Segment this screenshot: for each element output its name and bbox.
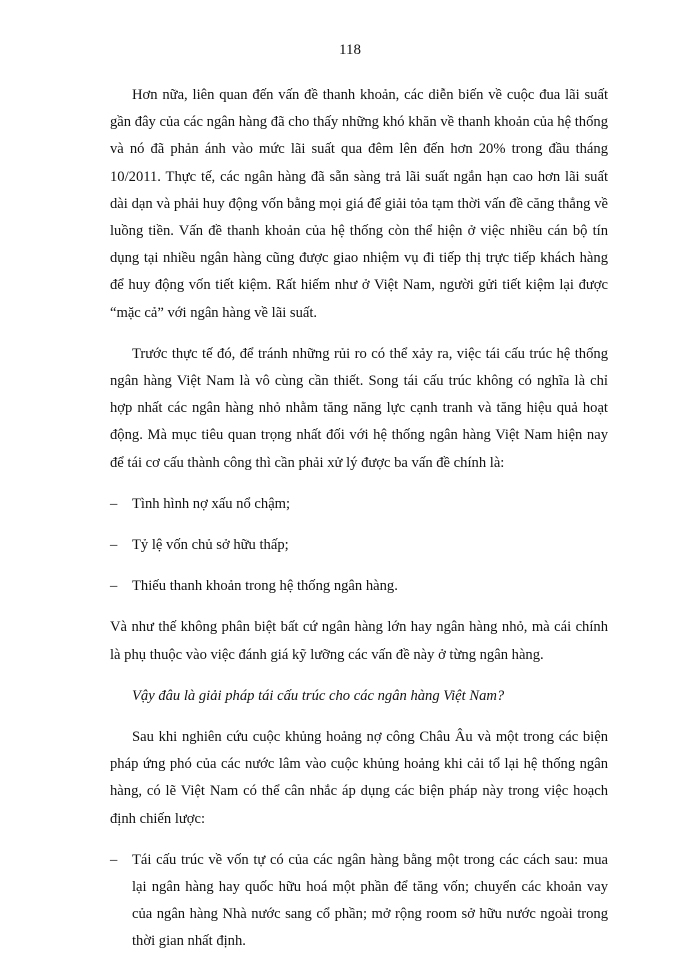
section-question-heading: Vậy đâu là giải pháp tái cấu trúc cho các ngân hàng Việt Nam? — [132, 687, 505, 704]
bullet-dash: – — [110, 578, 118, 595]
list-item — [110, 491, 608, 518]
list-item-text: Tái cấu trúc về vốn tự có của các ngân hàng bằng một trong các cách sau: mua lại ngân hàng hay quốc hữu hoá một phần để tăng vốn; chuyển các khoản vay của ngân hàng Nhà nước sang cổ phần; mở rộng room sở hữu nước ngoài trong thời gian nhất định. — [132, 851, 608, 950]
list-item — [110, 532, 608, 559]
paragraph-european-crisis: Sau khi nghiên cứu cuộc khủng hoảng nợ công Châu Âu và một trong các biện pháp ứng phó của các nước lâm vào cuộc khủng hoảng khi cải tổ lại hệ thống ngân hàng, có lẽ Việt Nam có thể cân nhắc áp dụng các biện pháp này trong việc hoạch định chiến lược: — [110, 729, 608, 827]
bullet-dash: – — [110, 537, 118, 554]
list-item-text: Tình hình nợ xấu nổ chậm; — [132, 495, 291, 512]
solutions-list — [110, 847, 608, 956]
paragraph-liquidity: Hơn nữa, liên quan đến vấn đề thanh khoản, các diễn biến về cuộc đua lãi suất gần đây của các ngân hàng đã cho thấy những khó khăn về thanh khoản của hệ thống và nó đã phản ánh vào mức lãi suất qua đêm lên đến hơn 20% trong đầu tháng 10/2011. Thực tế, các ngân hàng đã sẵn sàng trả lãi suất ngắn hạn cao hơn lãi suất dài dạn và phải huy động vốn bằng mọi giá để giải tỏa tạm thời vấn đề căng thẳng về luồng tiền. Vấn đề thanh khoản của hệ thống còn thể hiện ở việc nhiều cán bộ tín dụng tại nhiều ngân hàng cũng được giao nhiệm vụ đi tiếp thị trực tiếp khách hàng để huy động vốn tiết kiệm. Rất hiếm như ở Việt Nam, người gửi tiết kiệm lại được “mặc cả” với ngân hàng về lãi suất. — [110, 87, 608, 321]
issues-list — [110, 491, 608, 601]
paragraph-assessment: Và như thế không phân biệt bất cứ ngân hàng lớn hay ngân hàng nhỏ, mà cái chính là phụ thuộc vào việc đánh giá kỹ lưỡng các vấn đề này ở từng ngân hàng. — [110, 619, 608, 663]
bullet-dash: – — [110, 851, 118, 868]
bullet-dash: – — [110, 495, 118, 512]
list-item — [110, 847, 608, 956]
document-body — [110, 82, 608, 970]
list-item-text: Thiếu thanh khoản trong hệ thống ngân hàng. — [132, 578, 398, 595]
list-item-text: Tỷ lệ vốn chủ sở hữu thấp; — [132, 537, 289, 554]
list-item — [110, 573, 608, 600]
paragraph-restructuring-need: Trước thực tế đó, để tránh những rủi ro có thể xảy ra, việc tái cấu trúc hệ thống ngân hàng Việt Nam là vô cùng cần thiết. Song tái cấu trúc không có nghĩa là chỉ hợp nhất các ngân hàng nhỏ nhằm tăng năng lực cạnh tranh và tăng hiệu quả hoạt động. Mà mục tiêu quan trọng nhất đối với hệ thống ngân hàng Việt Nam hiện nay để tái cơ cấu thành công thì cần phải xử lý được ba vấn đề chính là: — [110, 345, 608, 471]
page-number: 118 — [339, 42, 361, 58]
